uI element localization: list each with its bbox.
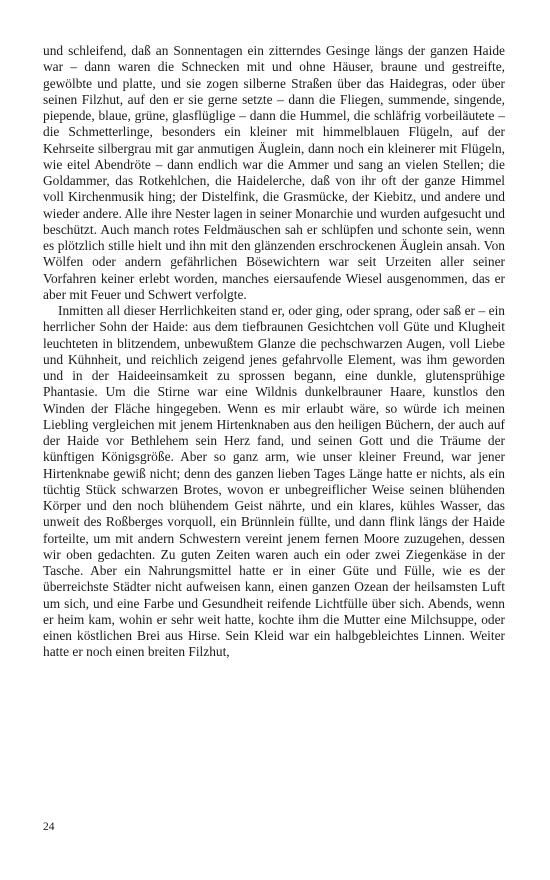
paragraph-2: Inmitten all dieser Herrlichkeiten stand er, oder ging, oder sprang, oder saß er – ein herrlicher Sohn der Haide: aus dem tiefbraunen Gesichtchen voll Güte und Klugheit leuchteten in blitzendem, unbewußtem Glanze die pechschwarzen Augen, voll Liebe und Kühnheit, und reichlich zeigend jenes gefahrvolle Element, was ihm geworden und in der Haideeinsamkeit zu sprossen begann, eine dunkle, glutensprühige Phantasie. Um die Stirne war eine Wildnis dunkelbrauner Haare, kunstlos den Winden der Fläche hingegeben. Wenn es mir erlaubt wäre, so würde ich meinen Liebling vergleichen mit jenem Hirtenknaben aus den heiligen Büchern, der auch auf der Haide vor Bethlehem sein Herz fand, und seinen Gott und die Träume der künftigen Königsgröße. Aber so ganz arm, wie unser kleiner Freund, war jener Hirtenknabe gewiß nicht; denn des ganzen lieben Tages Länge hatte er nichts, als ein tüchtig Stück schwarzen Brotes, wovon er unbegreiflicher Weise seinen blühenden Körper und den noch blühendem Geist nährte, und ein klares, kühles Wasser, das unweit des Roßberges vorquoll, ein Brünnlein füllte, und dann flink längs der Haide forteilte, um mit andern Schwestern vereint jenem fernen Moore zuzugehen, dessen wir oben gedachten. Zu guten Zeiten waren auch ein oder zwei Ziegenkäse in der Tasche. Aber ein Nahrungsmittel hatte er in einer Güte und Fülle, wie es der überreichste Städter nicht aufweisen kann, einen ganzen Ozean der heilsamsten Luft um sich, und eine Farbe und Gesundheit reifende Lichtfülle über sich. Abends, wenn er heim kam, wohin er sehr weit hatte, kochte ihm die Mutter eine Milchsuppe, oder einen köstlichen Brei aus Hirse. Sein Kleid war ein halbgebleichtes Linnen. Weiter hatte er noch einen breiten Filzhut, (43, 303, 505, 660)
page-number: 24 (43, 821, 55, 833)
body-text (43, 43, 505, 661)
paragraph-1: und schleifend, daß an Sonnentagen ein zitterndes Gesinge längs der ganzen Haide war – dann waren die Schnecken mit und ohne Häuser, braune und gestreifte, gewölbte und platte, und sie zogen silberne Straßen über das Haidegras, oder über seinen Filzhut, auf den er sie gerne setzte – dann die Fliegen, summende, singende, piepende, blaue, grüne, glasflüglige – dann die Hummel, die schläfrig vorbeiläutete – die Schmetterlinge, besonders ein kleiner mit himmelblauen Flügeln, auf der Kehrseite silbergrau mit gar anmutigen Äuglein, dann noch ein kleinerer mit Flügeln, wie eitel Abendröte – dann endlich war die Ammer und sang an vielen Stellen; die Goldammer, das Rotkehlchen, die Haidelerche, daß von ihr oft der ganze Himmel voll Kirchenmusik hing; der Distelfink, die Grasmücke, der Kiebitz, und andere und wieder andere. Alle ihre Nester lagen in seiner Monarchie und wurden aufgesucht und beschützt. Auch manch rotes Feldmäuschen sah er schlüpfen und schonte sein, wenn es plötzlich stille hielt und ihn mit den glänzenden erschrockenen Äuglein ansah. Von Wölfen oder andern gefährlichen Bösewichtern war seit Urzeiten aller seiner Vorfahren keiner erlebt worden, manches eiersaufende Wiesel ausgenommen, das er aber mit Feuer und Schwert verfolgte. (43, 43, 505, 302)
book-page (43, 43, 505, 661)
